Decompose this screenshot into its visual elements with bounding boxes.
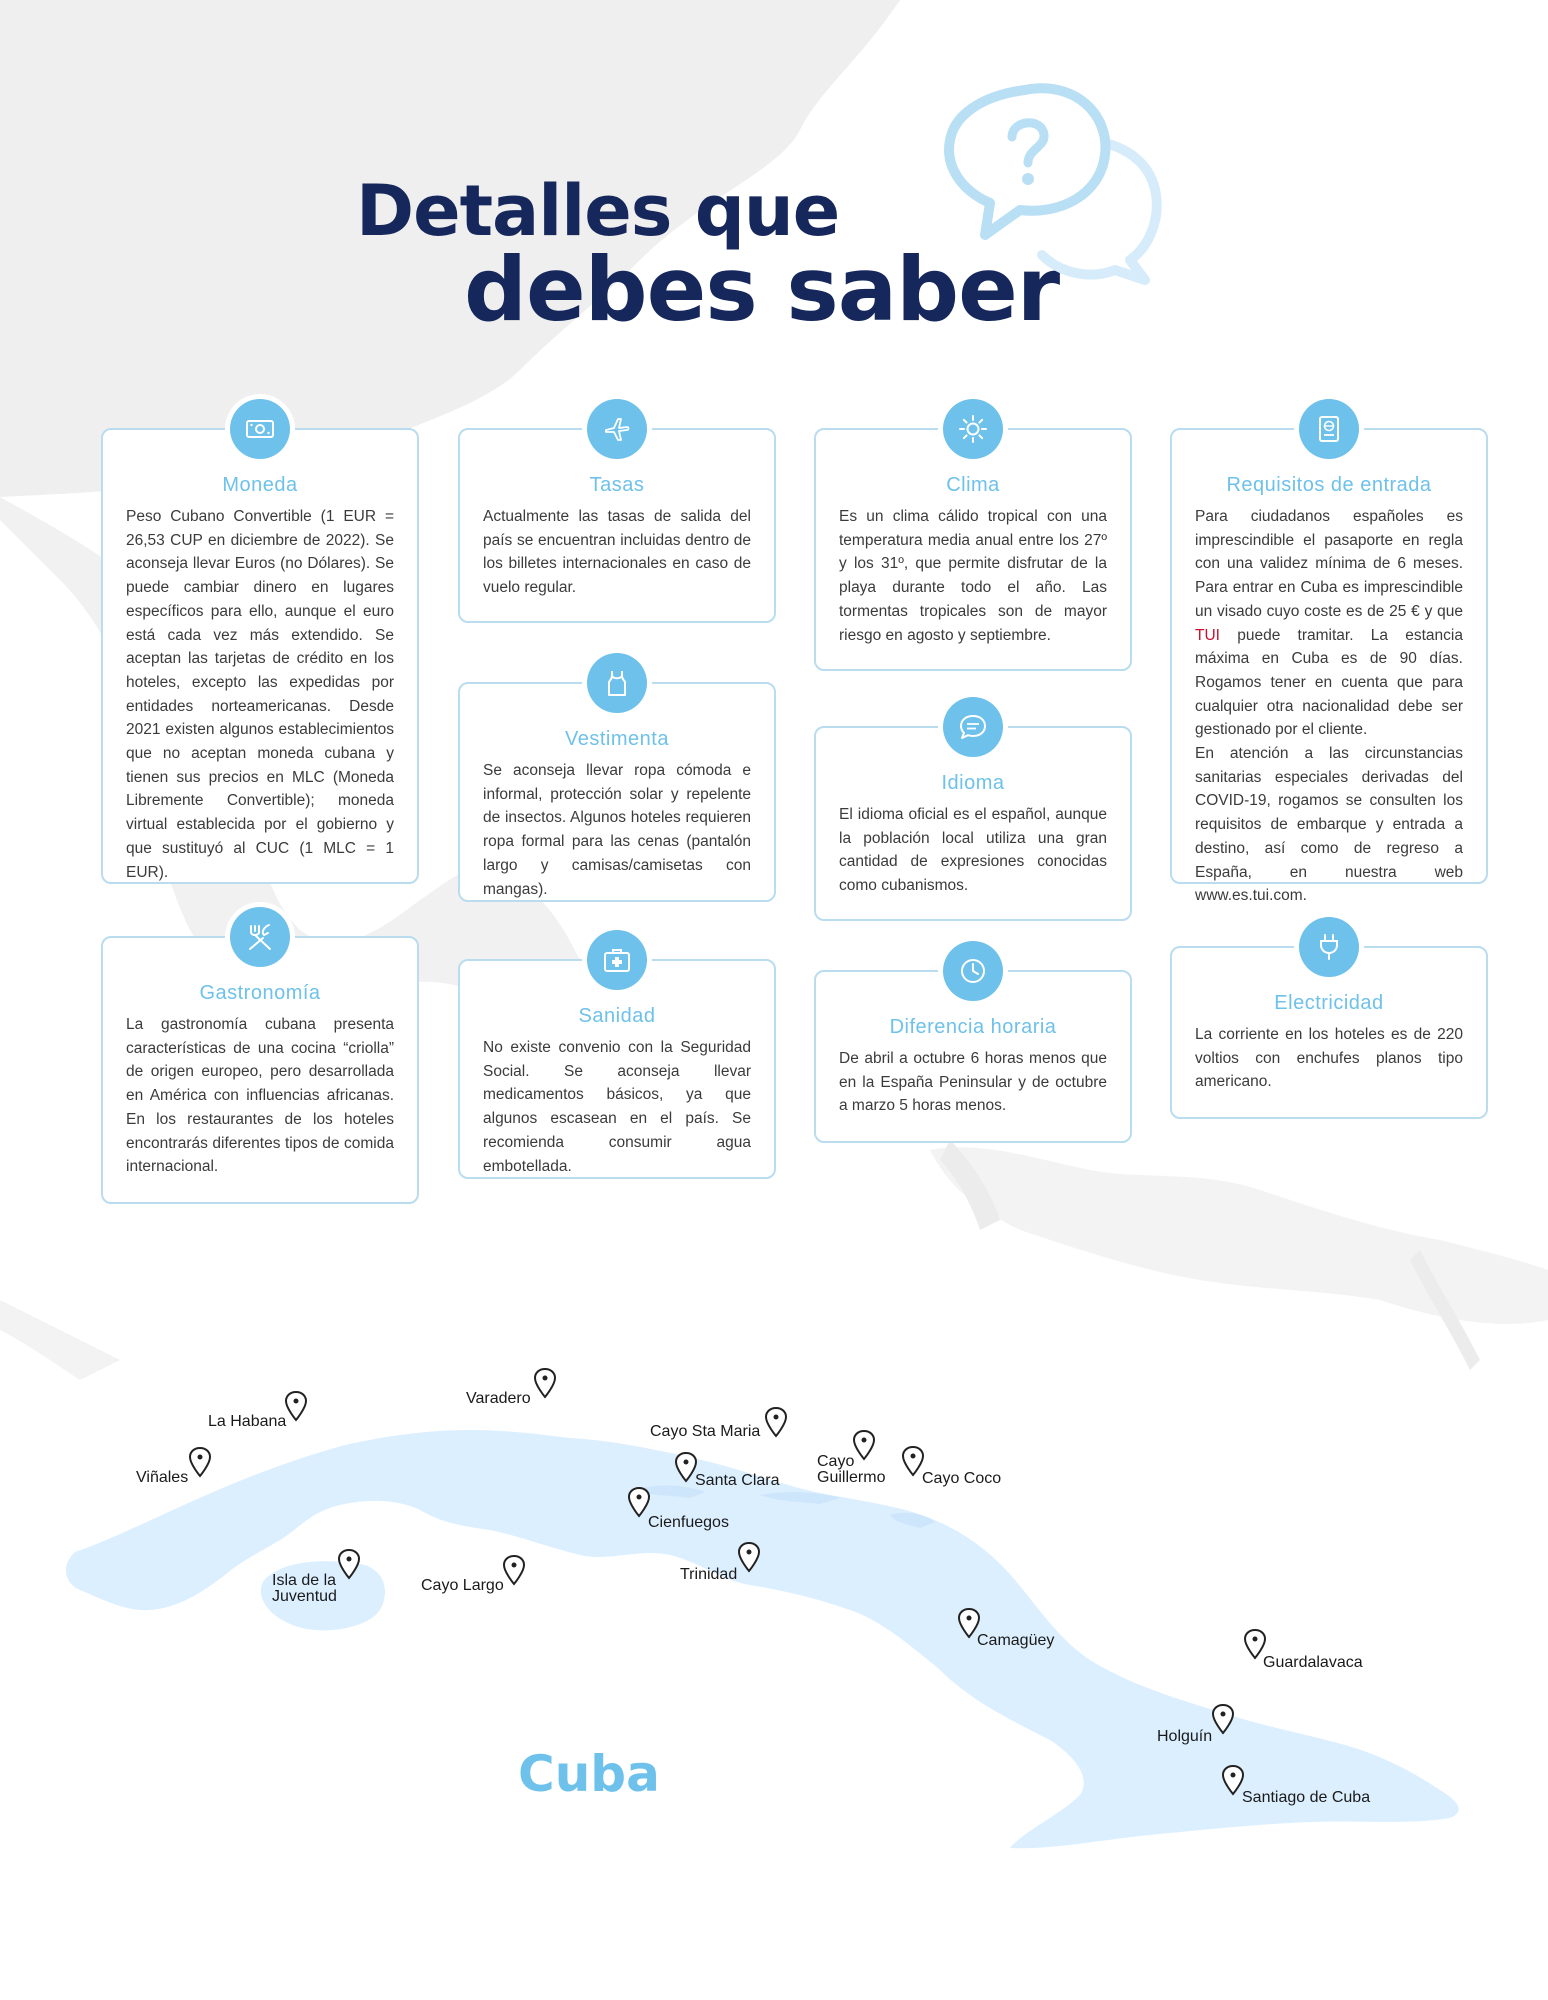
card-icon-badge	[938, 394, 1008, 464]
card-idioma	[814, 726, 1132, 921]
place-label-la-habana: La Habana	[208, 1413, 287, 1430]
plug-icon	[1313, 931, 1345, 963]
card-title: Sanidad	[578, 1005, 656, 1027]
airplane-icon	[601, 413, 633, 445]
place-label-camaguey: Camagüey	[977, 1632, 1055, 1649]
place-label-guardalavaca: Guardalavaca	[1263, 1654, 1363, 1671]
card-text: Actualmente las tasas de salida del país se encuentran incluidas dentro de los billetes internacionales en caso de vuelo regular.	[483, 508, 751, 597]
place-label-vinales: Viñales	[136, 1469, 189, 1486]
place-label-cayo-guillermo: Cayo Guillermo	[817, 1453, 886, 1486]
card-text	[1195, 505, 1463, 908]
card-icon-badge	[582, 394, 652, 464]
sun-icon	[957, 413, 989, 445]
card-text-part: Para ciudadanos españoles es imprescindible el pasaporte en regla con una validez mínima de 6 meses. Para entrar en Cuba es imprescindible un visado cuyo coste es de 25 € y que	[1195, 508, 1463, 620]
place-label-cayo-sta-maria: Cayo Sta Maria	[650, 1423, 761, 1440]
card-clima	[814, 428, 1132, 671]
card-title: Tasas	[589, 474, 645, 496]
card-electricidad	[1170, 946, 1488, 1119]
card-text: El idioma oficial es el español, aunque la población local utiliza una gran cantidad de expresiones conocidas como cubanismos.	[839, 806, 1107, 895]
card-icon-badge	[582, 925, 652, 995]
card-text: La corriente en los hoteles es de 220 voltios con enchufes planos tipo americano.	[1195, 1026, 1463, 1091]
card-icon-badge	[225, 394, 295, 464]
map-country-label: Cuba	[518, 1745, 660, 1803]
map-pin-icon	[186, 1446, 214, 1478]
card-title: Gastronomía	[199, 982, 321, 1004]
place-label-santiago-de-cuba: Santiago de Cuba	[1242, 1789, 1371, 1806]
page-title-line2: debes saber	[464, 238, 1060, 341]
card-tasas	[458, 428, 776, 623]
place-label-santa-clara: Santa Clara	[695, 1472, 780, 1489]
card-requisitos	[1170, 428, 1488, 905]
map-pin-icon	[531, 1367, 559, 1399]
map-pin-icon	[735, 1541, 763, 1573]
card-icon-badge	[938, 692, 1008, 762]
place-label-trinidad: Trinidad	[680, 1566, 738, 1583]
card-title: Requisitos de entrada	[1226, 474, 1432, 496]
speech-bubbles-question-icon	[930, 75, 1210, 295]
card-text: Es un clima cálido tropical con una temperatura media anual entre los 27º y los 31º, que permite disfrutar de la playa durante todo el año. Las tormentas tropicales son de mayor riesgo en agosto y septiembre.	[839, 508, 1107, 644]
card-icon-badge	[582, 648, 652, 718]
card-icon-badge	[1294, 394, 1364, 464]
card-diferencia-horaria	[814, 970, 1132, 1143]
card-text-part: puede tramitar. La estancia máxima en Cuba es de 90 días. Rogamos tener en cuenta que para cualquier otra nacionalidad debe ser gestionado por el cliente.	[1195, 626, 1463, 739]
map-pin-icon	[500, 1554, 528, 1586]
card-icon-badge	[938, 936, 1008, 1006]
place-label-varadero: Varadero	[466, 1390, 531, 1407]
card-moneda	[101, 428, 419, 884]
card-text: No existe convenio con la Seguridad Social. Se aconseja llevar medicamentos básicos, ya que algunos escasean en el país. Se recomienda consumir agua embotellada.	[483, 1039, 751, 1175]
card-sanidad	[458, 959, 776, 1179]
page-title-line1: Detalles que	[356, 170, 840, 252]
card-title: Moneda	[222, 474, 298, 496]
place-label-cienfuegos: Cienfuegos	[648, 1514, 729, 1531]
fork-knife-icon	[244, 921, 276, 953]
card-text-part: En atención a las circunstancias sanitarias especiales derivadas del COVID-19, rogamos se consulten los requisitos de embarque y entrada a destino, así como de regreso a España, en nuestra web www.es.tui.com.	[1195, 745, 1463, 905]
place-label-cayo-coco: Cayo Coco	[922, 1470, 1002, 1487]
tank-top-icon	[601, 667, 633, 699]
map-pin-icon	[1209, 1703, 1237, 1735]
clock-icon	[957, 955, 989, 987]
card-title: Clima	[946, 474, 1000, 496]
card-vestimenta	[458, 682, 776, 902]
place-label-holguin: Holguín	[1157, 1728, 1213, 1745]
card-title: Idioma	[941, 772, 1005, 794]
card-icon-badge	[1294, 912, 1364, 982]
place-label-cayo-largo: Cayo Largo	[421, 1577, 504, 1594]
tui-brand-text: TUI	[1195, 626, 1220, 644]
card-icon-badge	[225, 902, 295, 972]
place-label-isla-de-la-juventud: Isla de la Juventud	[272, 1572, 337, 1605]
chat-bubble-icon	[957, 711, 989, 743]
card-title: Electricidad	[1274, 992, 1384, 1014]
banknote-icon	[244, 413, 276, 445]
first-aid-kit-icon	[601, 944, 633, 976]
map-pin-icon	[762, 1406, 790, 1438]
card-text: La gastronomía cubana presenta características de una cocina “criolla” de origen europeo, pero desarrollada en América con influencias africanas. En los restaurantes de los hoteles encontrarás diferentes tipos de comida internacional.	[126, 1016, 394, 1176]
passport-icon	[1313, 413, 1345, 445]
card-title: Diferencia horaria	[889, 1016, 1057, 1038]
card-text: De abril a octubre 6 horas menos que en la España Peninsular y de octubre a marzo 5 horas menos.	[839, 1050, 1107, 1115]
card-text: Se aconseja llevar ropa cómoda e informal, protección solar y repelente de insectos. Algunos hoteles requieren ropa formal para las cenas (pantalón largo y camisas/camisetas con mangas).	[483, 762, 751, 898]
card-text: Peso Cubano Convertible (1 EUR = 26,53 CUP en diciembre de 2022). Se aconseja llevar Euros (no Dólares). Se puede cambiar dinero en lugares específicos para ello, aunque el euro está cada vez más extendido. Se aceptan las tarjetas de crédito en los hoteles, excepto las expedidas por entidades norteamericanas. Desde 2021 existen algunos establecimientos que no aceptan moneda cubana y tienen sus precios en MLC (Moneda Libremente Convertible); moneda virtual establecida por el gobierno y que sustituyó al CUC (1 MLC = 1 EUR).	[126, 508, 394, 881]
card-gastronomia	[101, 936, 419, 1204]
card-title: Vestimenta	[565, 728, 669, 750]
